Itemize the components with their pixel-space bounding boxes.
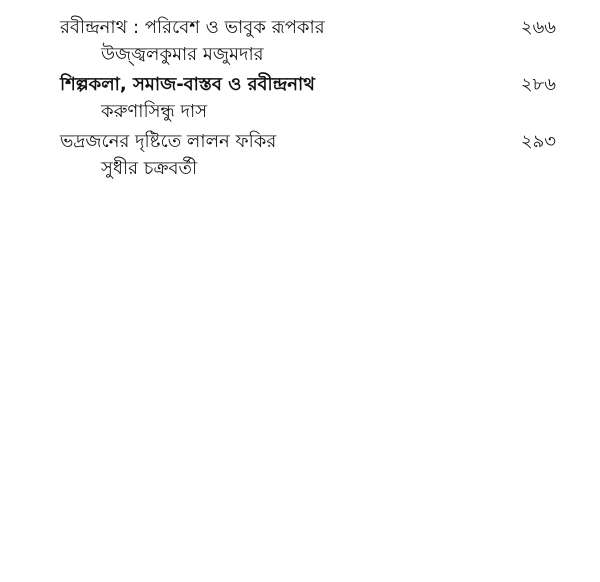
toc-entry	[60, 128, 560, 182]
toc-entry-row	[60, 128, 560, 156]
toc-entry-title: ভদ্রজনের দৃষ্টিতে লালন ফকির	[60, 131, 277, 152]
toc-entry	[60, 14, 560, 68]
toc-entry-page-number: ২৮৬	[520, 74, 556, 95]
toc-entry-title: শিল্পকলা, সমাজ-বাস্তব ও রবীন্দ্রনাথ	[60, 74, 315, 95]
toc-entry-author: উজ্জ্বলকুমার মজুমদার	[101, 44, 264, 65]
toc-entry-row	[60, 14, 560, 42]
toc-entry-page-number: ২৬৬	[520, 17, 556, 38]
toc-entry	[60, 71, 560, 125]
toc-entry-author: করুণাসিন্ধু দাস	[101, 101, 208, 122]
table-of-contents	[60, 14, 560, 185]
toc-entry-page-number: ২৯৩	[520, 131, 556, 152]
toc-entry-author: সুধীর চক্রবর্তী	[101, 158, 198, 179]
toc-entry-title: রবীন্দ্রনাথ : পরিবেশ ও ভাবুক রূপকার	[60, 17, 325, 38]
toc-entry-row	[60, 71, 560, 99]
